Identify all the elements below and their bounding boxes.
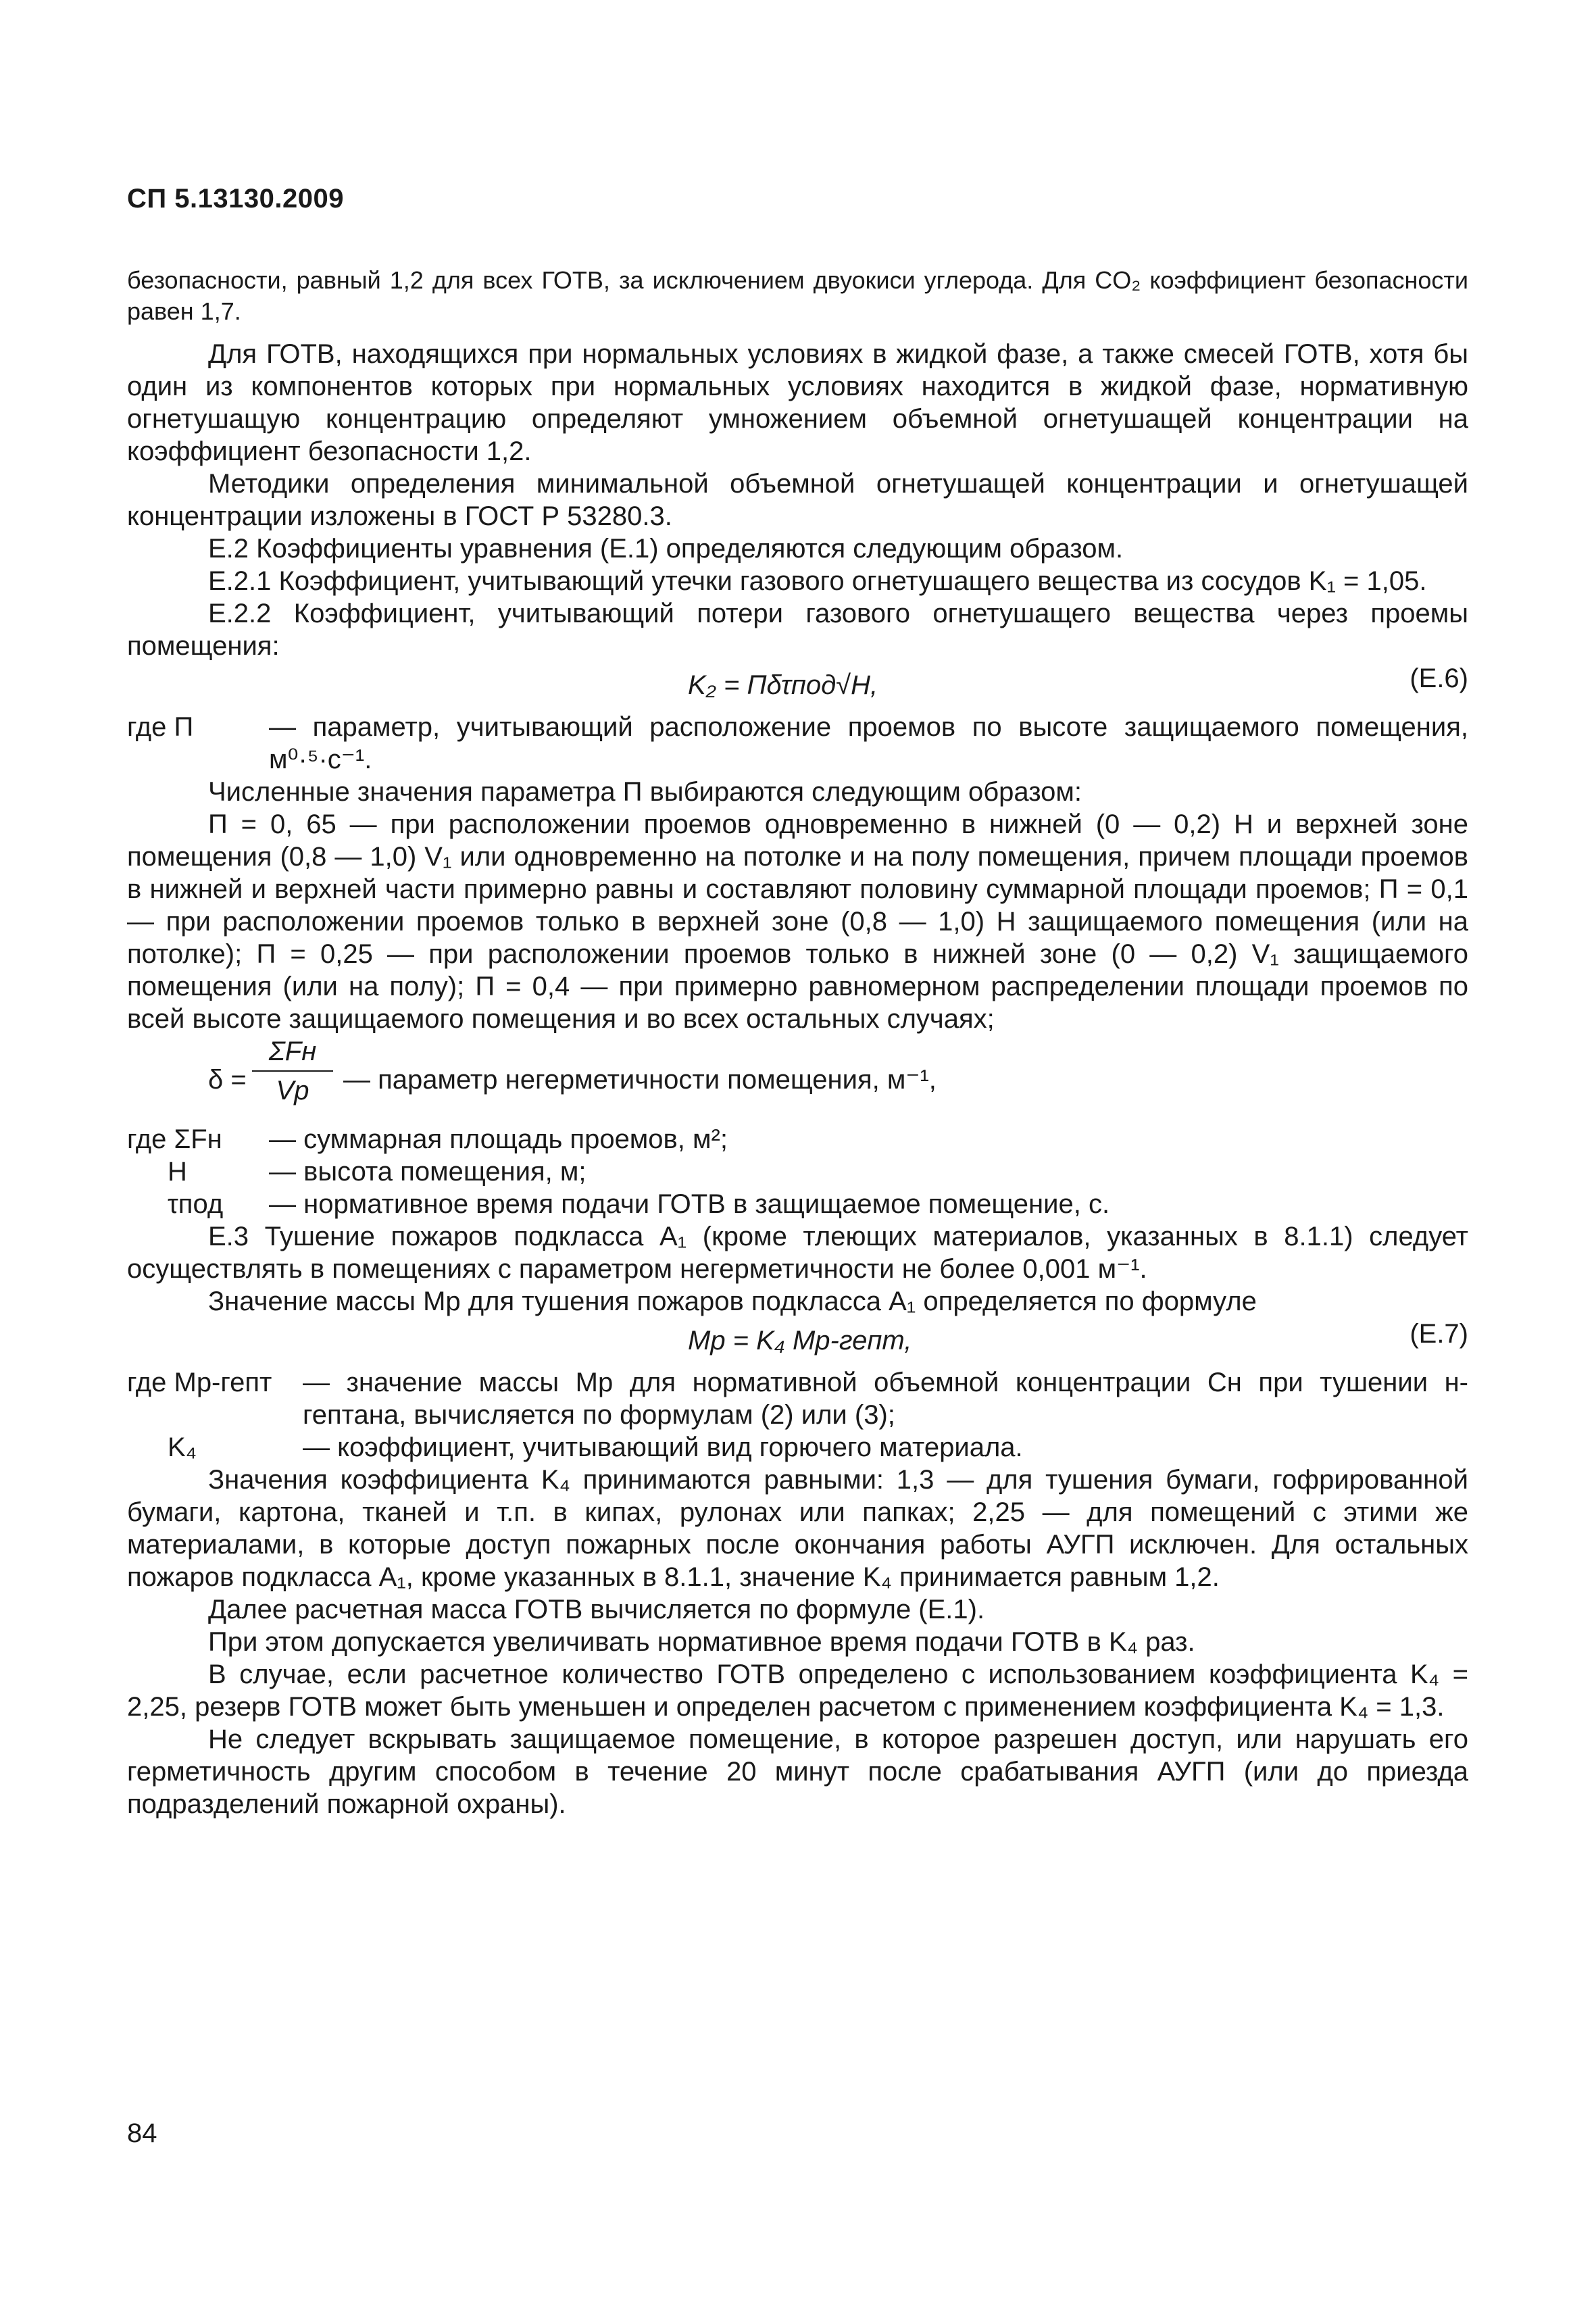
paragraph-e22: Е.2.2 Коэффициент, учитывающий потери газового огнетушащего вещества через проемы помещения: xyxy=(127,599,1468,661)
where-label: где ΣFн xyxy=(127,1124,222,1154)
paragraph-e3: Е.3 Тушение пожаров подкласса А₁ (кроме тлеющих материалов, указанных в 8.1.1) следует осуществлять в помещениях с параметром негерметичности не более 0,001 м⁻¹. xyxy=(127,1222,1468,1284)
delta-definition: — параметр негерметичности помещения, м⁻¹, xyxy=(343,1065,937,1095)
where-p-definition: — параметр, учитывающий расположение проемов по высоте защищаемого помещения, м⁰·⁵·с⁻¹. xyxy=(269,712,1468,774)
where-row-k4 xyxy=(127,1431,1468,1464)
paragraph-k4-values: Значения коэффициента K₄ принимаются равными: 1,3 — для тушения бумаги, гофрированной бумаги, картона, тканей и т.п. в кипах, рулонах или папках; 2,25 — для помещений с этими же материалами, в которые доступ пожарных после окончания работы АУГП исключен. Для остальных пожаров подкласса А₁, кроме указанных в 8.1.1, значение K₄ принимается равным 1,2. xyxy=(127,1465,1468,1592)
where-definition: — коэффициент, учитывающий вид горючего материала. xyxy=(303,1433,1023,1462)
body-text xyxy=(127,338,1468,1820)
paragraph-e21: Е.2.1 Коэффициент, учитывающий утечки газового огнетушащего вещества из сосудов K₁ = 1,05. xyxy=(208,566,1427,596)
delta-numerator: ΣFн xyxy=(252,1035,333,1072)
page-number: 84 xyxy=(127,2118,157,2148)
where-definition: — значение массы Mр для нормативной объемной концентрации Cн при тушении н-гептана, вычисляется по формулам (2) или (3); xyxy=(303,1368,1468,1430)
paragraph-time-increase: При этом допускается увеличивать нормативное время подачи ГОТВ в K₄ раз. xyxy=(208,1627,1195,1657)
where-row-h xyxy=(127,1155,1468,1188)
where-label: τпод xyxy=(168,1189,224,1219)
paragraph-calc-mass: Далее расчетная масса ГОТВ вычисляется по формуле (Е.1). xyxy=(208,1595,985,1624)
where-label: где Mр-гепт xyxy=(127,1368,272,1397)
formula-e6-expression: K₂ = Пδτпод√H, xyxy=(688,670,878,700)
where-label: K₄ xyxy=(168,1433,197,1462)
paragraph-no-opening: Не следует вскрывать защищаемое помещение, в которое разрешен доступ, или нарушать его герметичность другим способом в течение 20 минут после срабатывания АУГП (или до приезда подразделений пожарной охраны). xyxy=(127,1724,1468,1819)
where-p-label: где П xyxy=(127,712,194,742)
where-label: H xyxy=(168,1157,187,1187)
delta-denominator: Vр xyxy=(276,1076,309,1105)
paragraph-e2: Е.2 Коэффициенты уравнения (Е.1) определяются следующим образом. xyxy=(208,534,1124,564)
formula-e7 xyxy=(127,1318,1468,1366)
delta-lhs: δ = xyxy=(208,1065,247,1095)
formula-delta xyxy=(127,1035,1468,1123)
formula-e7-number: (Е.7) xyxy=(1410,1319,1468,1349)
paragraph-methods: Методики определения минимальной объемной огнетушащей концентрации и огнетушащей концентрации изложены в ГОСТ Р 53280.3. xyxy=(127,469,1468,531)
paragraph-p-values-intro: Численные значения параметра П выбираются следующим образом: xyxy=(208,777,1082,807)
where-row-tau xyxy=(127,1188,1468,1220)
where-row-m-hept xyxy=(127,1366,1468,1431)
paragraph-p-values: П = 0, 65 — при расположении проемов одновременно в нижней (0 — 0,2) H и верхней зоне помещения (0,8 — 1,0) V₁ или одновременно на потолке и на полу помещения, причем площади проемов в нижней и верхней части примерно равны и составляют половину суммарной площади проемов; П = 0,1 — при расположении проемов только в верхней зоне (0,8 — 1,0) H защищаемого помещения (или на потолке); П = 0,25 — при расположении проемов только в нижней зоне (0 — 0,2) V₁ защищаемого помещения (или на полу); П = 0,4 — при примерно равномерном распределении площади проемов по всей высоте защищаемого помещения и во всех остальных случаях; xyxy=(127,810,1468,1034)
formula-e6 xyxy=(127,662,1468,711)
intro-paragraph xyxy=(127,265,1468,327)
paragraph-reserve: В случае, если расчетное количество ГОТВ определено с использованием коэффициента K₄ = 2,25, резерв ГОТВ может быть уменьшен и определен расчетом с применением коэффициента K₄ = 1,3. xyxy=(127,1660,1468,1722)
where-p-row xyxy=(127,711,1468,776)
formula-e7-expression: Mр = K₄ Mр-гепт, xyxy=(688,1326,912,1355)
where-definition: — нормативное время подачи ГОТВ в защищаемое помещение, с. xyxy=(269,1189,1110,1219)
where-row-sum-f xyxy=(127,1123,1468,1155)
where-definition: — суммарная площадь проемов, м²; xyxy=(269,1124,728,1154)
formula-e6-number: (Е.6) xyxy=(1410,664,1468,693)
intro-line: безопасности, равный 1,2 для всех ГОТВ, за исключением двуокиси углерода. Для CO₂ коэффициент безопасности равен 1,7. xyxy=(127,266,1468,325)
delta-fraction xyxy=(252,1035,333,1107)
where-definition: — высота помещения, м; xyxy=(269,1157,587,1187)
document-code-header: СП 5.13130.2009 xyxy=(127,184,344,214)
paragraph-liquid-phase: Для ГОТВ, находящихся при нормальных условиях в жидкой фазе, а также смесей ГОТВ, хотя бы один из компонентов которых при нормальных условиях находится в жидкой фазе, нормативную огнетушащую концентрацию определяют умножением объемной огнетушащей концентрации на коэффициент безопасности 1,2. xyxy=(127,339,1468,466)
paragraph-mass-value: Значение массы Mр для тушения пожаров подкласса А₁ определяется по формуле xyxy=(208,1287,1257,1316)
